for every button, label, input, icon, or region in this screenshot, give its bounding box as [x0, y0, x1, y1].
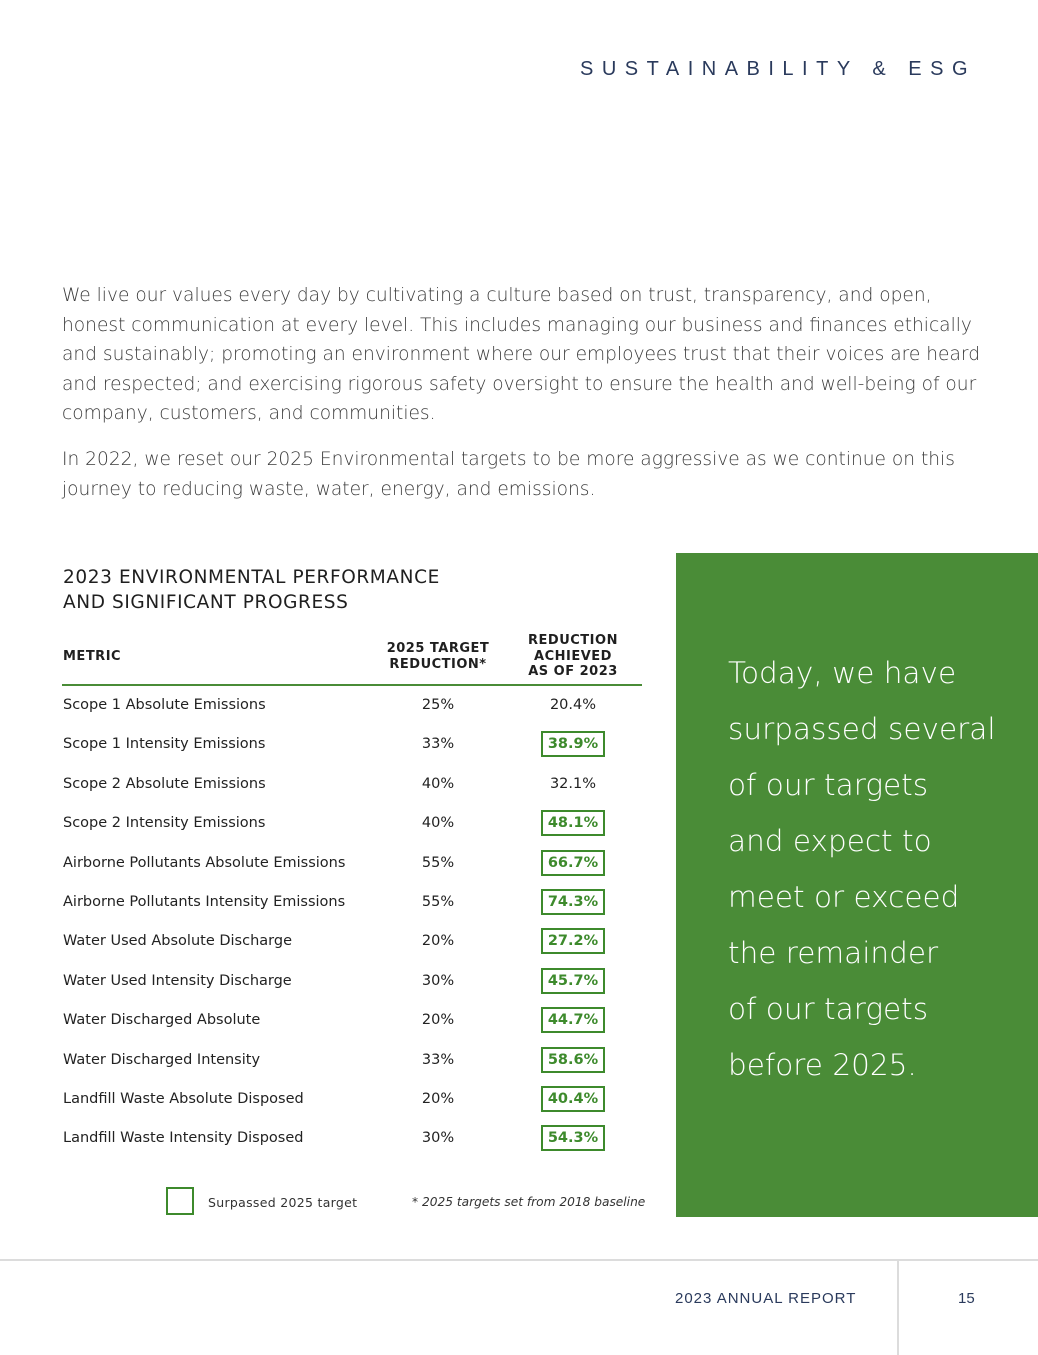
achieved-cell-surpassed: 74.3% — [541, 889, 605, 915]
column-header-line: REDUCTION — [528, 633, 618, 648]
footer-divider — [0, 1259, 1038, 1261]
table-title — [63, 565, 440, 615]
achieved-cell-surpassed: 54.3% — [541, 1125, 605, 1151]
page-number: 15 — [958, 1290, 975, 1307]
achieved-cell-surpassed: 40.4% — [541, 1086, 605, 1112]
metric-cell: Airborne Pollutants Intensity Emissions — [63, 893, 346, 910]
target-cell: 40% — [421, 775, 455, 792]
achieved-cell: 20.4% — [549, 697, 597, 713]
metric-cell: Landfill Waste Absolute Disposed — [63, 1090, 304, 1107]
callout-line: before 2025. — [728, 1048, 917, 1082]
table-row — [62, 765, 642, 804]
callout-line: meet or exceed — [728, 880, 960, 914]
callout-line: of our targets — [728, 768, 929, 802]
performance-table-body — [62, 686, 642, 1159]
footer-report-title: 2023 ANNUAL REPORT — [675, 1290, 857, 1307]
metric-cell: Airborne Pollutants Absolute Emissions — [63, 854, 346, 871]
achieved-cell-surpassed: 48.1% — [541, 810, 605, 836]
metric-cell: Water Discharged Intensity — [63, 1051, 261, 1068]
legend-label: Surpassed 2025 target — [208, 1195, 358, 1210]
callout-line: and expect to — [728, 824, 932, 858]
target-cell: 55% — [421, 854, 455, 871]
target-cell: 30% — [421, 972, 455, 989]
table-title-line: AND SIGNIFICANT PROGRESS — [63, 592, 349, 613]
target-cell: 25% — [421, 697, 455, 713]
target-cell: 30% — [421, 1130, 455, 1147]
table-title-line: 2023 ENVIRONMENTAL PERFORMANCE — [63, 567, 440, 588]
table-row — [62, 922, 642, 961]
target-cell: 33% — [421, 736, 455, 753]
table-row — [62, 1041, 642, 1080]
table-row — [62, 844, 642, 883]
target-cell: 33% — [421, 1051, 455, 1068]
table-row — [62, 962, 642, 1001]
callout-line: surpassed several — [728, 712, 996, 746]
achieved-cell: 32.1% — [549, 775, 597, 792]
achieved-cell-surpassed: 44.7% — [541, 1007, 605, 1033]
table-footnote: * 2025 targets set from 2018 baseline — [412, 1195, 646, 1209]
column-header-target — [378, 641, 498, 672]
column-header-metric: METRIC — [63, 649, 122, 664]
achieved-cell-surpassed: 27.2% — [541, 928, 605, 954]
section-title: SUSTAINABILITY & ESG — [580, 58, 976, 80]
column-header-line: 2025 TARGET — [386, 641, 490, 656]
achieved-cell-surpassed: 45.7% — [541, 968, 605, 994]
target-cell: 20% — [421, 1090, 455, 1107]
metric-cell: Landfill Waste Intensity Disposed — [63, 1130, 304, 1147]
callout-line: the remainder — [728, 936, 939, 970]
table-row — [62, 686, 642, 725]
callout-line: of our targets — [728, 992, 929, 1026]
column-header-line: ACHIEVED — [534, 648, 612, 664]
target-cell: 40% — [421, 815, 455, 832]
table-row — [62, 1001, 642, 1040]
table-row — [62, 1080, 642, 1119]
metric-cell: Water Discharged Absolute — [63, 1012, 261, 1029]
metric-cell: Scope 1 Intensity Emissions — [63, 736, 266, 753]
achieved-cell-surpassed: 66.7% — [541, 850, 605, 876]
target-cell: 20% — [421, 933, 455, 950]
intro-text — [62, 281, 982, 520]
metric-cell: Scope 1 Absolute Emissions — [63, 697, 266, 713]
metric-cell: Scope 2 Absolute Emissions — [63, 775, 266, 792]
footer-vertical-divider — [897, 1261, 899, 1355]
column-header-line: REDUCTION* — [389, 656, 487, 672]
table-row — [62, 725, 642, 764]
table-row — [62, 804, 642, 843]
achieved-cell-surpassed: 38.9% — [541, 731, 605, 757]
metric-cell: Scope 2 Intensity Emissions — [63, 815, 266, 832]
achieved-cell-surpassed: 58.6% — [541, 1047, 605, 1073]
table-row — [62, 1119, 642, 1158]
metric-cell: Water Used Absolute Discharge — [63, 933, 292, 950]
metric-cell: Water Used Intensity Discharge — [63, 972, 292, 989]
callout-panel — [676, 553, 1038, 1217]
intro-paragraph: In 2022, we reset our 2025 Environmental targets to be more aggressive as we continue on this journey to reducing waste, water, energy, and emissions. — [62, 448, 955, 500]
surpassed-legend-swatch — [166, 1187, 194, 1215]
table-row — [62, 883, 642, 922]
column-header-achieved — [513, 633, 633, 680]
intro-paragraph: We live our values every day by cultivating a culture based on trust, transparency, and open, honest communication at every level. This includes managing our business and finances ethically and sustainably; promoting an environment where our employees trust that their voices are heard and respected; and exercising rigorous safety oversight to ensure the health and well-being of our company, customers, and communities. — [62, 285, 981, 425]
target-cell: 55% — [421, 893, 455, 910]
callout-line: Today, we have — [728, 656, 957, 690]
callout-quote — [728, 645, 1028, 1093]
column-header-line: AS OF 2023 — [528, 664, 618, 679]
target-cell: 20% — [421, 1012, 455, 1029]
